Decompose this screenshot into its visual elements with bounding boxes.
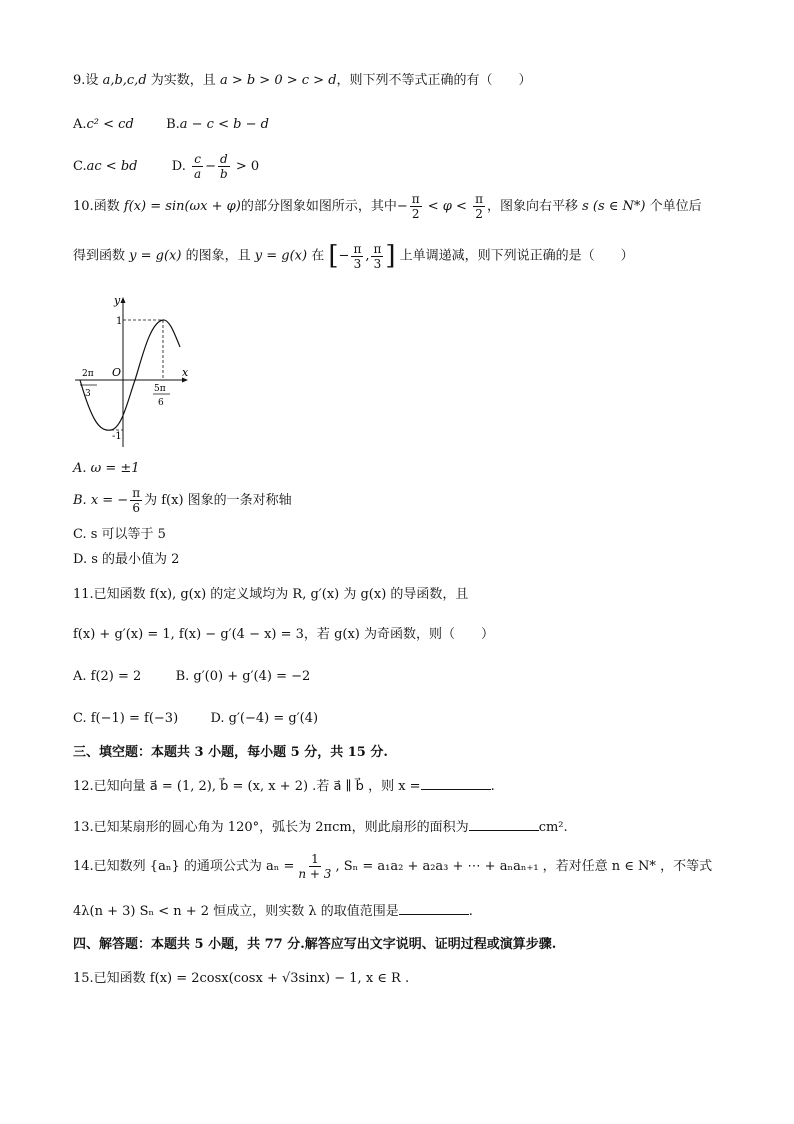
q9-condition: a > b > 0 > c > d xyxy=(219,73,337,88)
q15: 15.已知函数 f(x) = 2cosx(cosx + √3sinx) − 1, x ∈ R . xyxy=(73,971,410,986)
sine-curve xyxy=(80,320,180,430)
q10-gx-2: y = g(x) xyxy=(254,248,308,264)
q10-text-6: 的图象，且 xyxy=(185,248,251,264)
q13 xyxy=(73,818,568,837)
sine-graph xyxy=(70,292,200,452)
q10-frac-neg-pi-3 xyxy=(351,242,363,271)
q12-end: . xyxy=(490,779,495,794)
q10-opt-b-pre: B. x = − xyxy=(73,493,129,508)
q10-text-8: 上单调递减，则下列说正确的是（ ） xyxy=(399,248,634,264)
q10-option-a: A. ω = ±1 xyxy=(73,461,140,476)
q13-end: cm². xyxy=(538,820,568,835)
q9-number: 9. xyxy=(73,73,86,88)
frac-num: π xyxy=(353,241,362,256)
q10-phi-range: < φ < xyxy=(427,199,467,214)
q9-opt-c: ac < bd xyxy=(86,159,138,174)
q10-shift: s (s ∈ N*) xyxy=(582,199,646,214)
section-4-heading: 四、解答题：本题共 5 小题，共 77 分.解答应写出文字说明、证明过程或演算步骤. xyxy=(73,937,557,952)
x-right-tick-den: 6 xyxy=(158,398,164,408)
q11-options-ab xyxy=(73,668,310,686)
q13-text: 13.已知某扇形的圆心角为 120°，弧长为 2πcm，则此扇形的面积为 xyxy=(73,820,469,835)
q10-comma: , xyxy=(365,248,370,264)
q10-option-d: D. s 的最小值为 2 xyxy=(73,552,180,567)
q10-text-4: 个单位后 xyxy=(649,199,702,214)
origin-label: O xyxy=(112,366,122,379)
y-axis-arrow xyxy=(121,297,126,303)
q9-text-b: 为实数，且 xyxy=(150,73,216,88)
q12-text: 12.已知向量 a⃗ = (1, 2), b⃗ = (x, x + 2) .若 a⃗ ∥ b⃗ ，则 x = xyxy=(73,779,421,794)
q11-options-cd xyxy=(73,710,318,728)
q10-option-b xyxy=(73,486,292,516)
q9-options-cd xyxy=(73,152,259,181)
q10-option-c: C. s 可以等于 5 xyxy=(73,527,166,542)
frac-den: 3 xyxy=(373,256,382,271)
q14-frac xyxy=(296,852,333,881)
frac-num: 1 xyxy=(311,852,319,866)
q10-minus: − xyxy=(396,199,408,214)
q14-line1 xyxy=(73,852,712,882)
frac-num: c xyxy=(194,152,201,166)
q11-opt-b: B. g′(0) + g′(4) = −2 xyxy=(175,669,311,684)
q9-opt-b: a − c < b − d xyxy=(179,117,269,132)
q9-opt-d-frac1 xyxy=(192,152,203,181)
q14-text-post: , Sₙ = a₁a₂ + a₂a₃ + ⋯ + aₙaₙ₊₁ ，若对任意 n ∈ N* ，不等式 xyxy=(335,859,713,874)
frac-num: d xyxy=(220,152,228,166)
x-axis-label: x xyxy=(182,366,189,379)
q9-stem xyxy=(73,72,532,90)
q11-opt-a: A. f(2) = 2 xyxy=(73,669,142,684)
q9-text-c: ，则下列不等式正确的有（ ） xyxy=(336,73,532,88)
q12-answer-blank[interactable] xyxy=(421,777,491,790)
y-axis-label: y xyxy=(114,294,121,307)
q9-opt-d-tail: > 0 xyxy=(235,159,260,174)
q10-text-7: 在 xyxy=(311,248,325,264)
frac-den: a xyxy=(193,167,202,181)
frac-num: π xyxy=(475,192,483,206)
q13-answer-blank[interactable] xyxy=(469,818,539,831)
q9-opt-d-frac2 xyxy=(218,152,230,181)
q11-line1: 11.已知函数 f(x), g(x) 的定义域均为 R, g′(x) 为 g(x) 的导函数，且 xyxy=(73,587,469,602)
q10-text-2: 的部分图象如图所示，其中 xyxy=(240,199,397,214)
q10-number: 10. xyxy=(73,199,94,214)
frac-den: b xyxy=(220,167,228,181)
q9-text-a: 设 xyxy=(85,73,99,88)
y-max-label: 1 xyxy=(116,316,123,327)
q11-line2: f(x) + g′(x) = 1, f(x) − g′(4 − x) = 3，若 g(x) 为奇函数，则（ ） xyxy=(73,627,494,642)
frac-den: 2 xyxy=(475,207,483,221)
q14-line2-text: 4λ(n + 3) Sₙ < n + 2 恒成立，则实数 λ 的取值范围是 xyxy=(73,904,399,919)
q10-opt-b-frac xyxy=(130,486,142,515)
frac-num: π xyxy=(132,486,141,500)
q10-interval-minus: − xyxy=(338,248,350,264)
q10-text-3: ，图象向右平移 xyxy=(486,199,578,214)
q10-frac-neg-pi-2 xyxy=(410,192,422,221)
frac-den: 2 xyxy=(411,207,420,221)
section-3-heading: 三、填空题：本题共 3 小题，每小题 5 分，共 15 分. xyxy=(73,745,388,760)
frac-den: n + 3 xyxy=(298,867,332,881)
q10-stem-line2: 得到函数 y = g(x) 的图象，且 y = g(x) 在 [− $\frac{\pi}{3}$ , $\frac{\pi}{3}$ ] 上单调递减，则下列说正确的是（ ） xyxy=(73,241,634,271)
q10-stem-line1 xyxy=(73,192,702,222)
q10-frac-pi-2 xyxy=(473,192,485,221)
q10-text-1: 函数 xyxy=(93,199,120,214)
x-left-tick-num: 2π xyxy=(82,369,94,379)
q14-answer-blank[interactable] xyxy=(399,902,469,915)
q9-vars: a,b,c,d xyxy=(102,73,147,88)
frac-den: 6 xyxy=(132,501,140,515)
q10-function: f(x) = sin(ωx + φ) xyxy=(123,199,241,214)
x-right-tick-num: 5π xyxy=(154,384,166,394)
q14-line2 xyxy=(73,902,473,921)
frac-num: π xyxy=(411,192,420,206)
q9-opt-a-label: A. xyxy=(73,117,87,132)
q10-gx: y = g(x) xyxy=(129,248,182,264)
q10-frac-pi-3 xyxy=(371,242,383,271)
q11-opt-c: C. f(−1) = f(−3) xyxy=(73,711,179,726)
q11-opt-d: D. g′(−4) = g′(4) xyxy=(210,711,319,726)
q9-options-ab xyxy=(73,116,269,134)
q12 xyxy=(73,777,495,796)
q9-opt-d-label: D. xyxy=(171,159,186,174)
frac-num: π xyxy=(373,241,382,256)
q14-text-pre: 14.已知数列 {aₙ} 的通项公式为 aₙ = xyxy=(73,859,295,874)
q9-opt-c-label: C. xyxy=(73,159,87,174)
x-left-tick-den: 3 xyxy=(85,389,91,399)
q9-opt-d-minus: − xyxy=(205,159,217,174)
q9-opt-b-label: B. xyxy=(166,117,180,132)
q10-text-5: 得到函数 xyxy=(73,248,126,264)
q10-opt-b-post: 为 f(x) 图象的一条对称轴 xyxy=(144,493,292,508)
y-min-label: -1 xyxy=(112,431,122,442)
q14-end: . xyxy=(468,904,473,919)
frac-den: 3 xyxy=(353,256,362,271)
q9-opt-a: c² < cd xyxy=(86,117,134,132)
